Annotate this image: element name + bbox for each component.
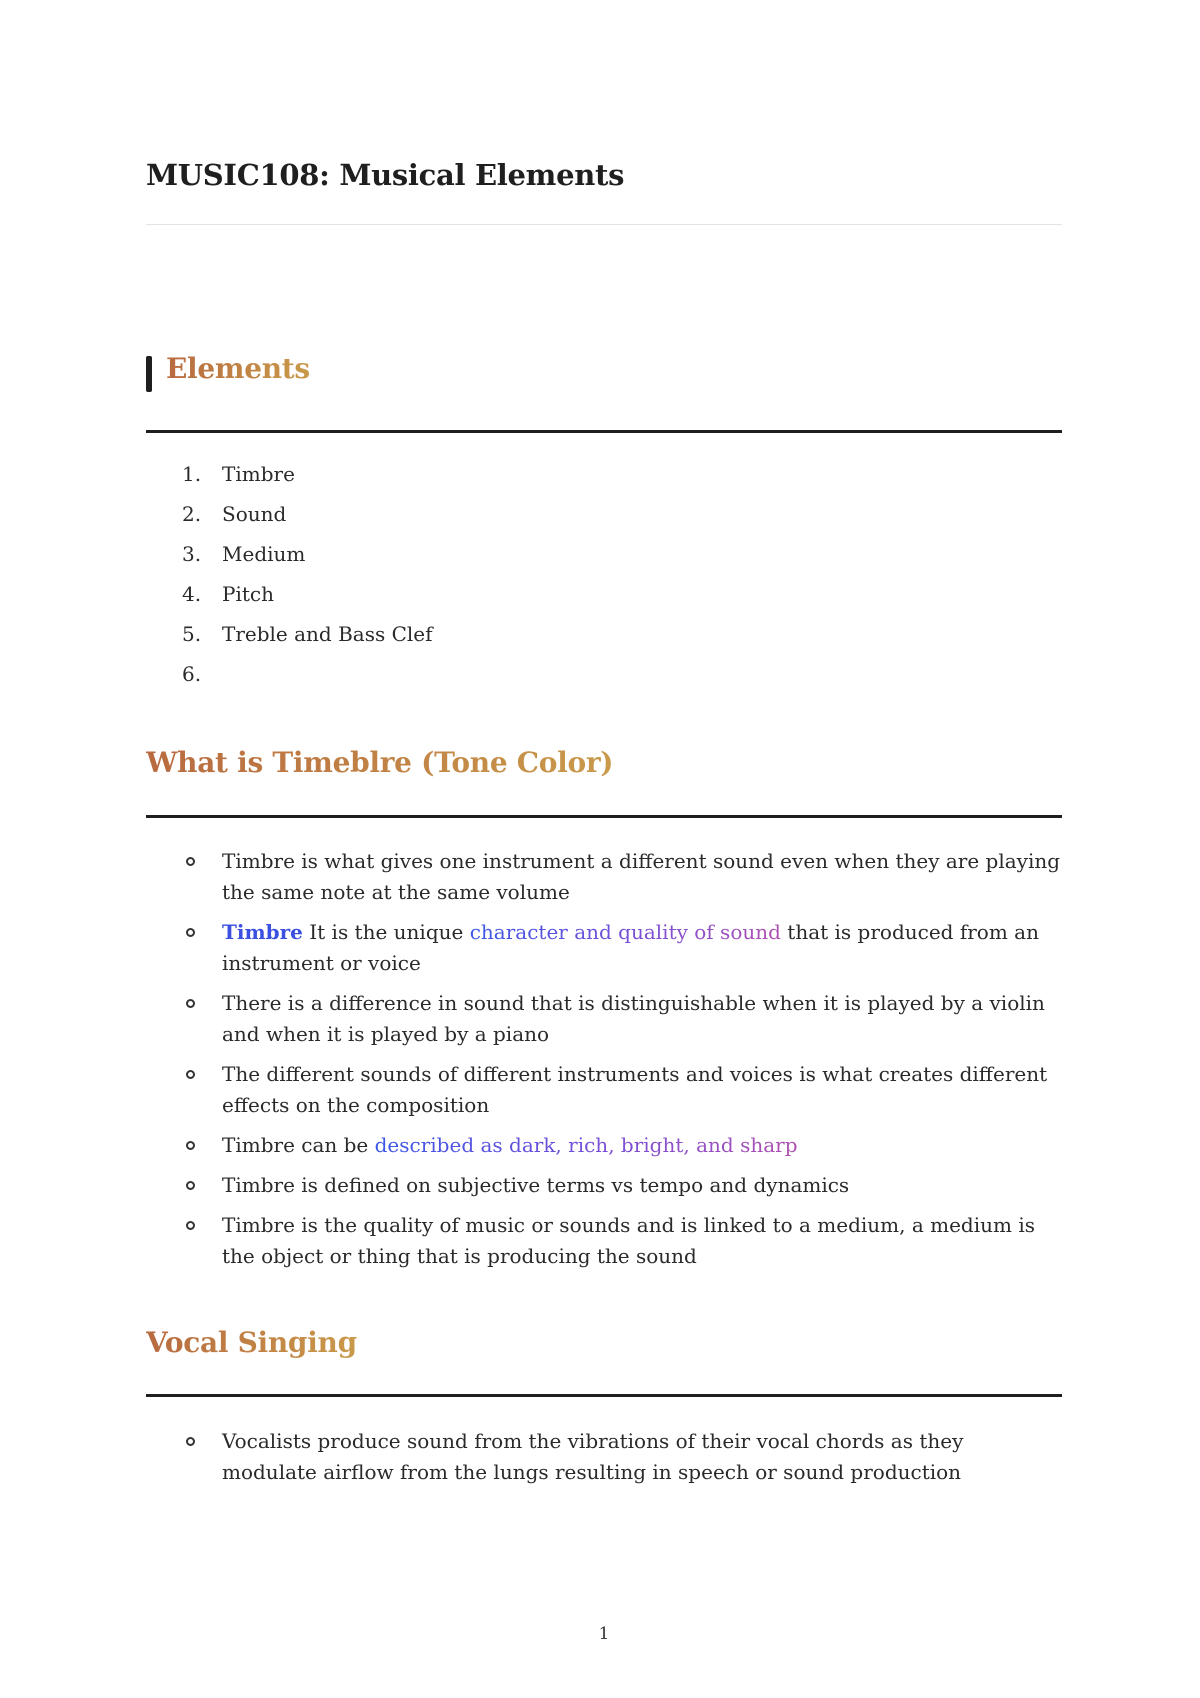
list-item [146,1059,1062,1121]
bullet-icon [186,857,195,866]
list-number: 1. [182,462,202,486]
bullet-text: Timbre can be [222,1133,375,1157]
list-item [146,846,1062,908]
list-number: 5. [182,622,202,646]
bullet-text: Timbre is the quality of music or sounds and is linked to a medium, a medium is the object or thing that is producing the sound [222,1213,1035,1268]
list-item [146,1210,1062,1272]
list-text: Timbre [222,462,295,486]
page-title: MUSIC108: Musical Elements [146,158,625,192]
bullet-text: Timbre is what gives one instrument a different sound even when they are playing the same note at the same volume [222,849,1061,904]
list-item [146,1130,1062,1161]
list-text: Pitch [222,582,274,606]
bullet-text: that is produced from an instrument or voice [222,920,1039,975]
heading-accent-bar [146,356,152,392]
bullet-icon [186,1141,195,1150]
list-item [146,1426,1062,1488]
list-item [146,917,1062,979]
bullet-icon [186,928,195,937]
list-text: Sound [222,502,287,526]
section-divider [146,1394,1062,1397]
list-number: 2. [182,502,202,526]
list-number: 6. [182,662,202,686]
bullet-icon [186,1221,195,1230]
bullet-icon [186,1070,195,1079]
bullet-text: Timbre is defined on subjective terms vs tempo and dynamics [222,1173,850,1197]
title-divider [146,224,1062,225]
timbre-bullet-list [146,846,1062,1281]
bullet-text: The different sounds of different instruments and voices is what creates different effects on the composition [222,1062,1048,1117]
section-heading-elements: Elements [166,352,310,385]
list-item [146,988,1062,1050]
bullet-text: It is the unique [302,920,470,944]
bullet-text: Vocalists produce sound from the vibrations of their vocal chords as they modulate airflow from the lungs resulting in speech or sound production [222,1429,964,1484]
bullet-icon [186,1437,195,1446]
vocal-bullet-list [146,1426,1062,1497]
bullet-text: There is a difference in sound that is distinguishable when it is played by a violin and when it is played by a piano [222,991,1045,1046]
section-divider [146,430,1062,433]
section-divider [146,815,1062,818]
list-number: 3. [182,542,202,566]
section-heading-vocal-singing: Vocal Singing [146,1326,357,1359]
bullet-icon [186,999,195,1008]
list-number: 4. [182,582,202,606]
list-text: Medium [222,542,306,566]
list-item [146,1170,1062,1201]
highlighted-phrase: character and quality of sound [469,920,781,944]
page-number: 1 [598,1624,610,1644]
bullet-icon [186,1181,195,1190]
keyword-term: Timbre [222,920,303,944]
list-text: Treble and Bass Clef [222,622,433,646]
highlighted-phrase: described as dark, rich, bright, and sharp [374,1133,798,1157]
document-page [146,0,1062,1698]
section-heading-timbre: What is Timeblre (Tone Color) [146,746,614,779]
